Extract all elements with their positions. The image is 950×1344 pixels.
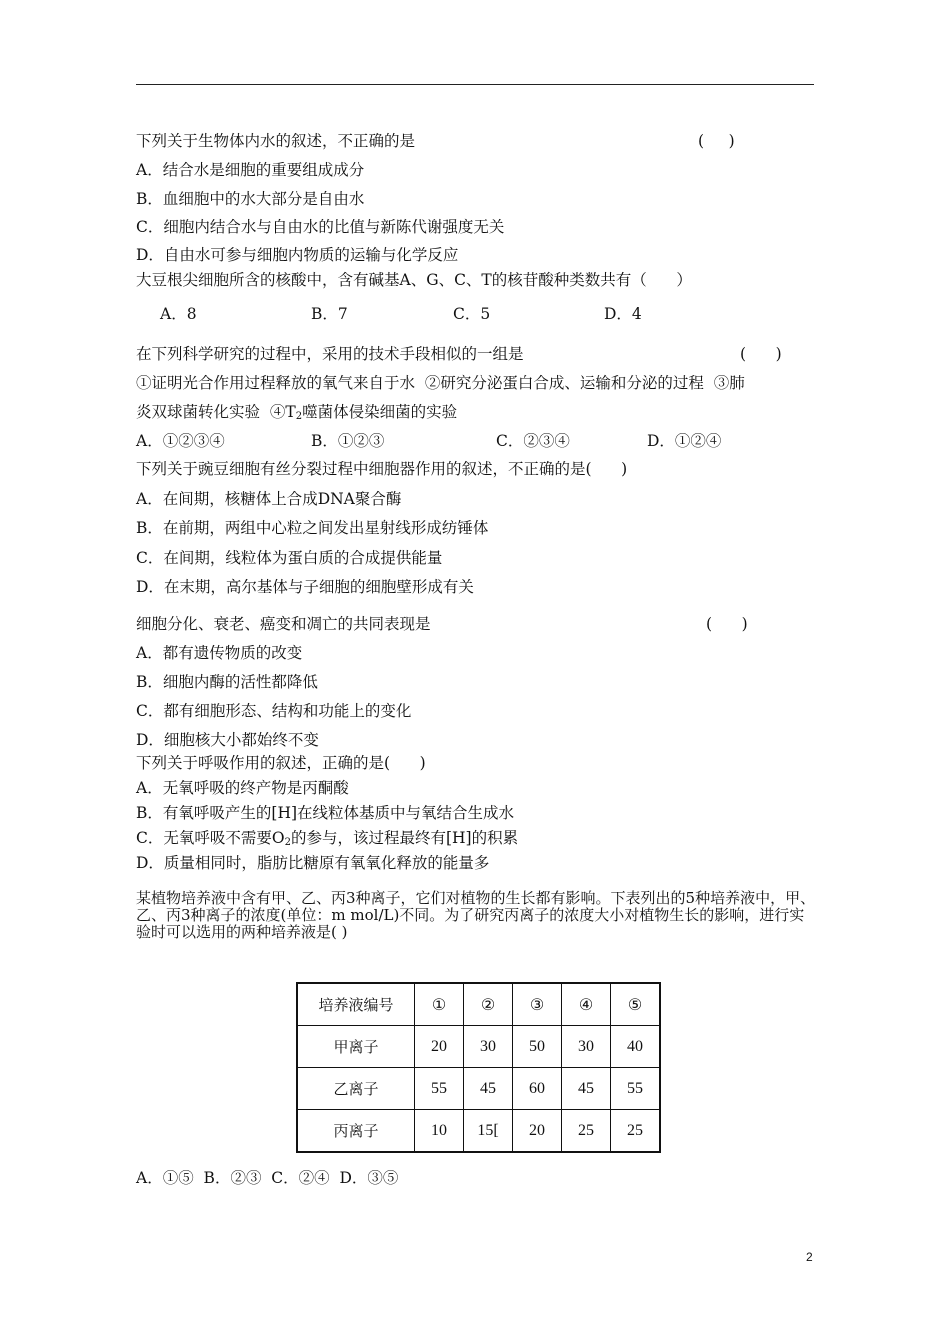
table-cell: 乙离子: [297, 1068, 415, 1110]
table-cell: 30: [562, 1026, 611, 1068]
q3-option-b: B．①②③: [311, 432, 385, 450]
table-row: [297, 1110, 660, 1153]
table-cell: 丙离子: [297, 1110, 415, 1153]
table-cell: 25: [562, 1110, 611, 1153]
q4-option-d: D．在末期，高尔基体与子细胞的细胞壁形成有关: [136, 578, 474, 596]
table-cell: 45: [562, 1068, 611, 1110]
q1-option-b: B．血细胞中的水大部分是自由水: [136, 190, 365, 208]
table-cell: 60: [513, 1068, 562, 1110]
q3-stem: 在下列科学研究的过程中，采用的技术手段相似的一组是: [136, 345, 524, 363]
q7-options: A．①⑤ B．②③ C．②④ D．③⑤: [136, 1169, 399, 1187]
q2-option-c: C．5: [453, 305, 491, 323]
q4-option-a: A．在间期，核糖体上合成DNA聚合酶: [136, 490, 402, 508]
q7-stem: 某植物培养液中含有甲、乙、丙3种离子，它们对植物的生长都有影响。下表列出的5种培养液中，甲、乙、丙3种离子的浓度(单位：m mol/L)不同。为了研究丙离子的浓度大小对植物生长的影响，进行实验时可以选用的两种培养液是( ): [136, 889, 816, 941]
table-cell: 50: [513, 1026, 562, 1068]
q3-items-line2: 炎双球菌转化实验 $④T_2$噬菌体侵染细菌的实验: [136, 403, 458, 422]
table-header-cell: ②: [464, 983, 513, 1026]
q1-stem: 下列关于生物体内水的叙述，不正确的是: [136, 132, 416, 150]
q5-option-d: D．细胞核大小都始终不变: [136, 731, 319, 749]
table-cell: 10: [415, 1110, 464, 1153]
q4-stem: 下列关于豌豆细胞有丝分裂过程中细胞器作用的叙述，不正确的是( ): [136, 460, 628, 478]
q6-stem: 下列关于呼吸作用的叙述，正确的是( ): [136, 754, 426, 772]
q6-option-a: A．无氧呼吸的终产物是丙酮酸: [136, 779, 349, 797]
q6-option-b: B．有氧呼吸产生的[H]在线粒体基质中与氧结合生成水: [136, 804, 515, 822]
q3-items-line1: ①证明光合作用过程释放的氧气来自于水 ②研究分泌蛋白合成、运输和分泌的过程 ③肺: [136, 374, 745, 392]
table-cell: 20: [415, 1026, 464, 1068]
q5-option-a: A．都有遗传物质的改变: [136, 644, 303, 662]
table-row: [297, 1026, 660, 1068]
q4-option-c: C．在间期，线粒体为蛋白质的合成提供能量: [136, 549, 443, 567]
table-header-cell: ③: [513, 983, 562, 1026]
table-header-cell: ④: [562, 983, 611, 1026]
table-cell: 15[: [464, 1110, 513, 1153]
header-rule: [136, 84, 814, 85]
table-cell: 甲离子: [297, 1026, 415, 1068]
q5-option-c: C．都有细胞形态、结构和功能上的变化: [136, 702, 412, 720]
q6-option-c: C．无氧呼吸不需要$O_2$的参与，该过程最终有[H]的积累: [136, 829, 519, 848]
q2-option-d: D．4: [604, 305, 642, 323]
q5-option-b: B．细胞内酶的活性都降低: [136, 673, 318, 691]
q1-option-d: D．自由水可参与细胞内物质的运输与化学反应: [136, 246, 459, 264]
table-row: [297, 1068, 660, 1110]
page-number: 2: [806, 1250, 813, 1264]
q5-stem: 细胞分化、衰老、癌变和凋亡的共同表现是: [136, 615, 431, 633]
table-cell: 40: [611, 1026, 661, 1068]
table-cell: 25: [611, 1110, 661, 1153]
q2-option-b: B．7: [311, 305, 348, 323]
q4-option-b: B．在前期，两组中心粒之间发出星射线形成纺锤体: [136, 519, 489, 537]
table-header-cell: 培养液编号: [297, 983, 415, 1026]
q3-option-d: D．①②④: [647, 432, 722, 450]
q2-option-a: A．8: [160, 305, 197, 323]
q3-option-c: C．②③④: [496, 432, 570, 450]
table-header-cell: ⑤: [611, 983, 661, 1026]
culture-solution-table: [296, 982, 661, 1153]
table-cell: 20: [513, 1110, 562, 1153]
q6-option-d: D．质量相同时，脂肪比糖原有氧氧化释放的能量多: [136, 854, 490, 872]
q3-option-a: A．①②③④: [136, 432, 225, 450]
q1-answer-paren: ( ): [698, 132, 735, 150]
table-cell: 45: [464, 1068, 513, 1110]
table-cell: 55: [611, 1068, 661, 1110]
q3-answer-paren: ( ): [740, 345, 782, 363]
q5-answer-paren: ( ): [706, 615, 748, 633]
table-cell: 30: [464, 1026, 513, 1068]
q2-stem: 大豆根尖细胞所含的核酸中，含有碱基A、G、C、T的核苷酸种类数共有（ ）: [136, 271, 692, 289]
table-header-row: [297, 983, 660, 1026]
table-header-cell: ①: [415, 983, 464, 1026]
q1-option-a: A．结合水是细胞的重要组成成分: [136, 161, 365, 179]
table-cell: 55: [415, 1068, 464, 1110]
q1-option-c: C．细胞内结合水与自由水的比值与新陈代谢强度无关: [136, 218, 505, 236]
